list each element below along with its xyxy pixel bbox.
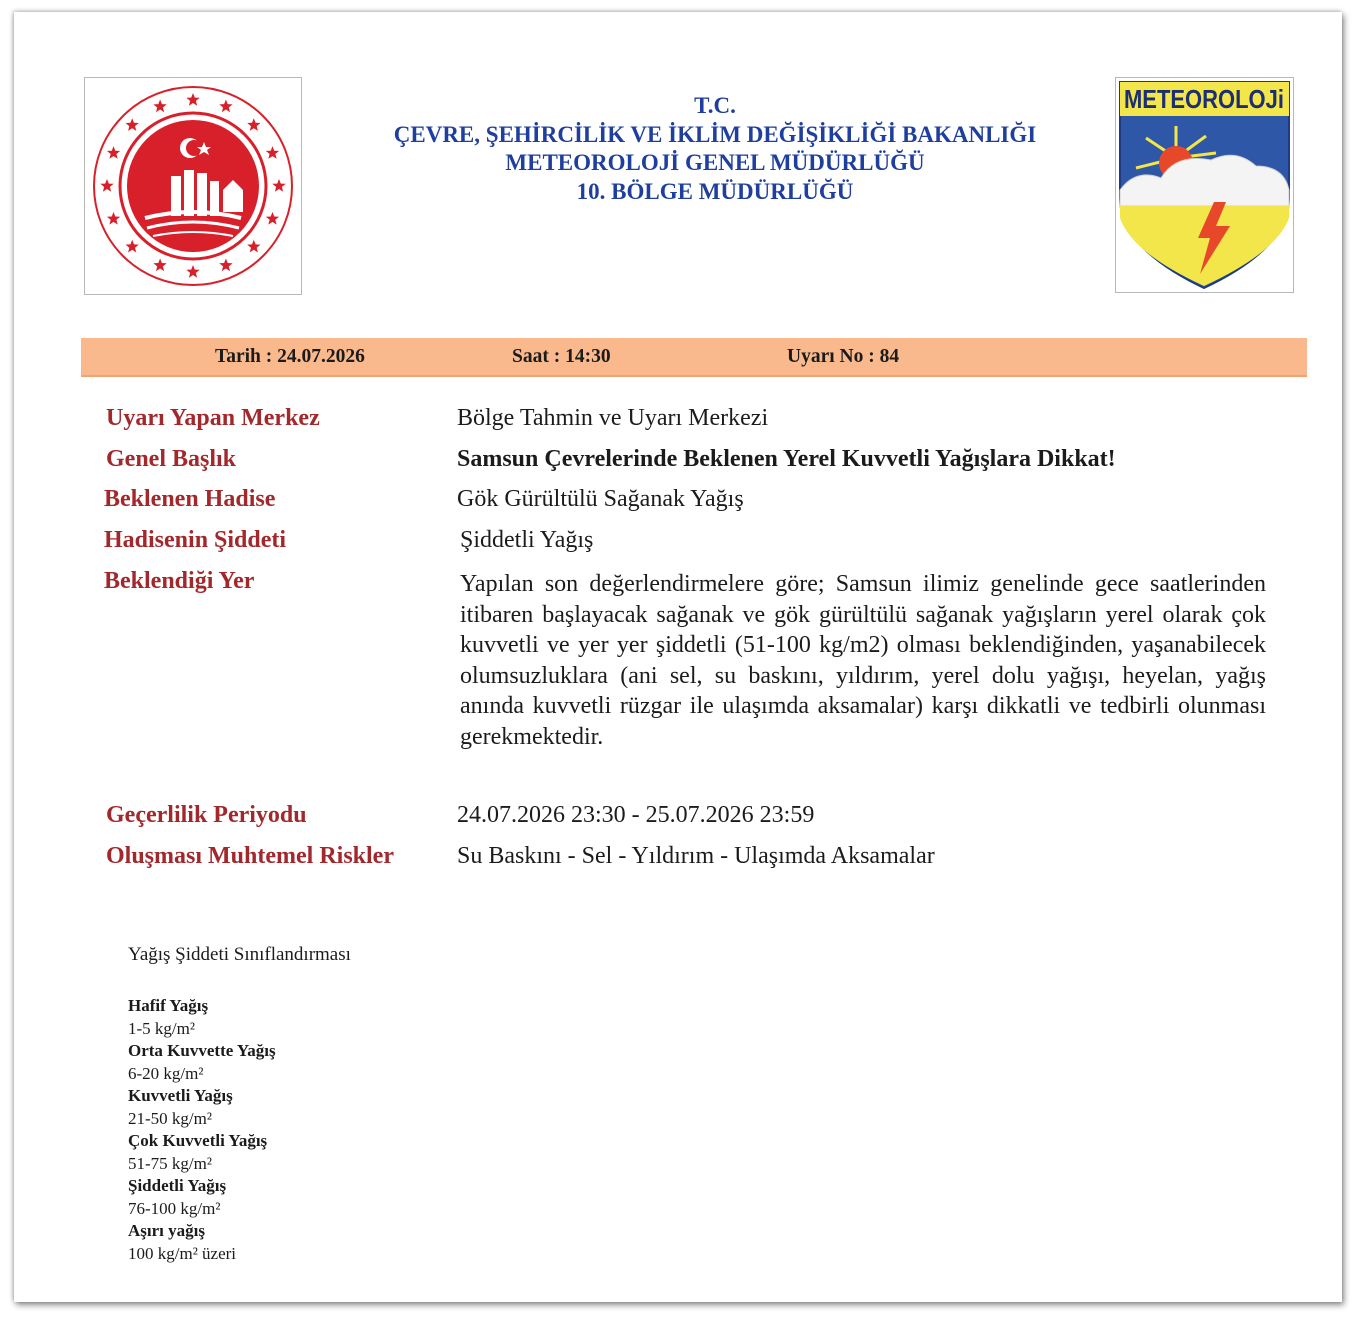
seal-star [186,93,199,106]
seal-star [272,179,285,192]
seal-star [107,146,120,159]
severity-value: Şiddetli Yağış [460,527,594,553]
seal-star [186,265,199,278]
location-value: Yapılan son değerlendirmelere göre; Samsun ilimiz genelinde gece saatlerinden itibaren başlayacak sağanak ve gök gürültülü sağanak yağışların yerel olarak çok kuvvetli ve yer yer şiddetli (51-100 kg/m2) olması beklendiğinden, yaşanabilecek olumsuzluklara (ani sel, su baskını, yıldırım, yerel dolu yağışı, heyelan, yağış anında kuvvetli rüzgar ile ulaşımda aksamalar) karşı dikkatli ve tedbirli olunması gerekmektedir. [460,571,1266,750]
header-line-directorate: METEOROLOJİ GENEL MÜDÜRLÜĞÜ [505,150,925,175]
meteoroloji-logo [1115,77,1294,293]
header-line-ministry: ÇEVRE, ŞEHİRCİLİK VE İKLİM DEĞİŞİKLİĞİ BAKANLIĞI [393,121,1037,147]
classification-title: Yağış Şiddeti Sınıflandırması [128,944,351,965]
class-range: 6-20 kg/m² [128,1063,204,1083]
class-name: Hafif Yağış [128,996,209,1015]
class-name: Çok Kuvvetli Yağış [128,1131,268,1150]
center-label: Uyarı Yapan Merkez [106,405,320,431]
class-range: 51-75 kg/m² [128,1153,212,1173]
warning-date: Tarih : 24.07.2026 [215,346,365,367]
class-name: Aşırı yağış [128,1221,205,1240]
title-value: Samsun Çevrelerinde Beklenen Yerel Kuvvetli Yağışlara Dikkat! [457,446,1116,472]
class-name: Orta Kuvvette Yağış [128,1041,276,1060]
seal-star [247,240,260,253]
header-line-tc: T.C. [694,93,736,118]
seal-star [219,100,232,113]
event-label: Beklenen Hadise [104,486,276,512]
title-label: Genel Başlık [106,446,237,472]
risks-label: Oluşması Muhtemel Riskler [106,843,394,869]
validity-value: 24.07.2026 23:30 - 25.07.2026 23:59 [457,802,815,828]
header-line-region: 10. BÖLGE MÜDÜRLÜĞÜ [576,178,854,204]
warning-info-bar [81,338,1307,377]
class-name: Kuvvetli Yağış [128,1086,233,1105]
warning-number: Uyarı No : 84 [787,346,900,367]
seal-star [100,179,113,192]
seal-star [247,118,260,131]
class-name: Şiddetli Yağış [128,1176,227,1195]
seal-star [153,259,166,272]
seal-star [153,100,166,113]
seal-star [219,259,232,272]
event-value: Gök Gürültülü Sağanak Yağış [457,486,744,512]
severity-label: Hadisenin Şiddeti [104,527,287,553]
seal-star [107,212,120,225]
seal-star [126,240,139,253]
classification-list [128,995,276,1265]
warning-time: Saat : 14:30 [512,346,611,367]
validity-label: Geçerlilik Periyodu [106,802,307,828]
class-range: 1-5 kg/m² [128,1018,195,1038]
document-header [300,92,1130,206]
location-label: Beklendiği Yer [104,568,255,594]
class-range: 100 kg/m² üzeri [128,1243,237,1263]
class-range: 76-100 kg/m² [128,1198,221,1218]
class-range: 21-50 kg/m² [128,1108,212,1128]
center-value: Bölge Tahmin ve Uyarı Merkezi [457,405,769,431]
seal-star [266,146,279,159]
svg-text:METEOROLOJi: METEOROLOJi [1124,84,1284,114]
ministry-seal-logo [84,77,302,295]
seal-star [126,118,139,131]
risks-value: Su Baskını - Sel - Yıldırım - Ulaşımda Aksamalar [457,843,935,869]
seal-star [266,212,279,225]
